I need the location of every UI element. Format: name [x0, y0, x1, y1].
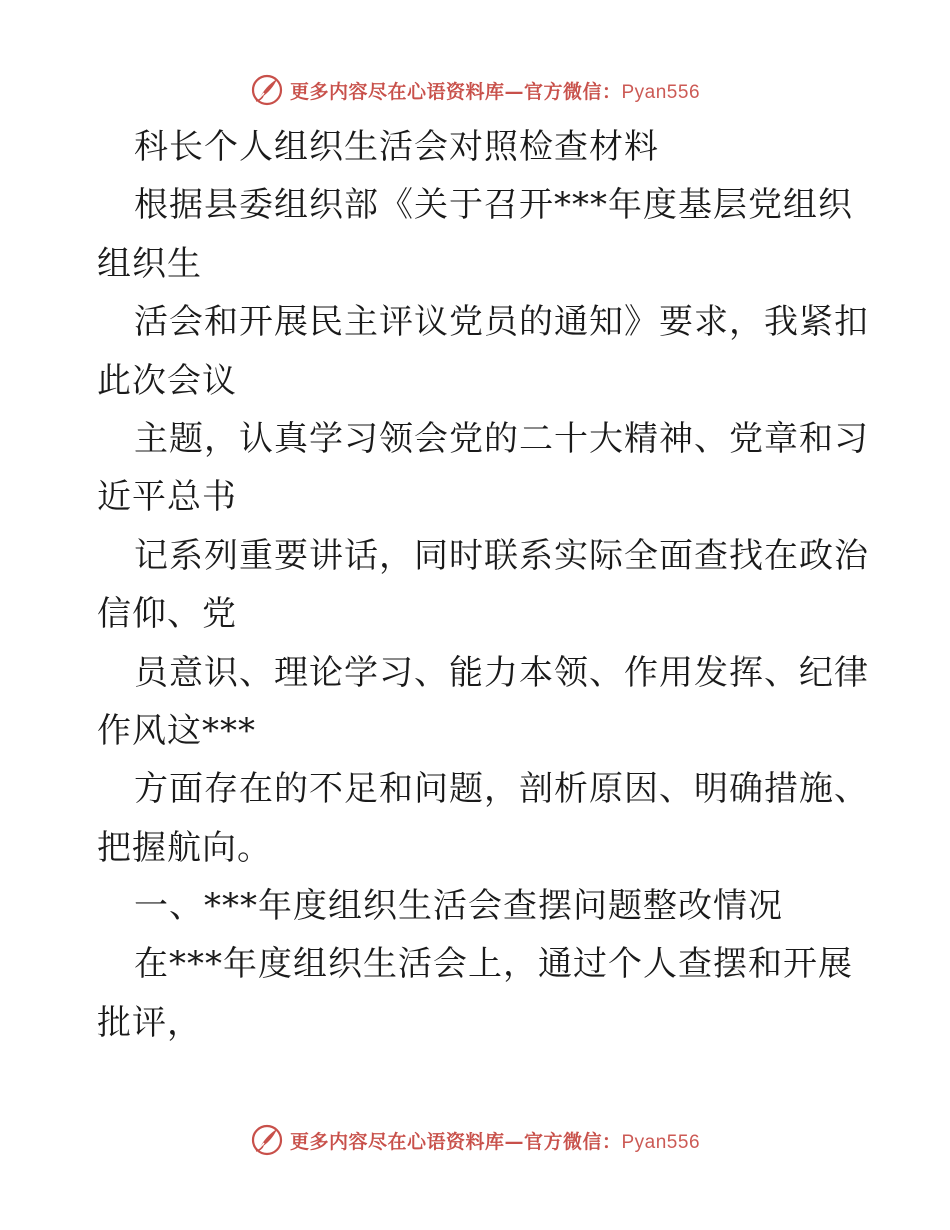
text-line: 组织生 — [97, 243, 202, 284]
watermark-wechat-id: Pyan556 — [621, 1131, 701, 1153]
text-line: 活会和开展民主评议党员的通知》要求，我紧扣 — [134, 302, 869, 343]
text-line: 员意识、理论学习、能力本领、作用发挥、纪律 — [134, 652, 869, 693]
text-line: 主题，认真学习领会党的二十大精神、党章和习 — [134, 418, 869, 459]
quill-pen-logo-icon — [250, 1123, 284, 1157]
text-line: 一、***年度组织生活会查摆问题整改情况 — [134, 886, 783, 927]
text-line: 批评， — [97, 1002, 202, 1043]
text-line: 在***年度组织生活会上，通过个人查摆和开展 — [134, 944, 853, 985]
text-line: 把握航向。 — [97, 827, 272, 868]
footer-watermark — [0, 1120, 950, 1160]
text-line: 作风这*** — [97, 710, 256, 751]
text-line: 信仰、党 — [97, 594, 237, 635]
text-line: 近平总书 — [97, 477, 237, 518]
text-line: 方面存在的不足和问题，剖析原因、明确措施、 — [134, 769, 869, 810]
watermark-wechat-id: Pyan556 — [621, 81, 701, 103]
header-watermark — [0, 70, 950, 110]
quill-pen-logo-icon — [250, 73, 284, 107]
text-line: 根据县委组织部《关于召开***年度基层党组织 — [134, 185, 853, 226]
watermark-text: 更多内容尽在心语资料库—官方微信：Pyan556 — [289, 80, 701, 103]
text-line: 记系列重要讲话，同时联系实际全面查找在政治 — [134, 535, 869, 576]
watermark-text: 更多内容尽在心语资料库—官方微信：Pyan556 — [289, 1130, 701, 1153]
document-body — [97, 118, 869, 1052]
document-title: 科长个人组织生活会对照检查材料 — [134, 127, 659, 167]
text-line: 此次会议 — [97, 360, 237, 401]
